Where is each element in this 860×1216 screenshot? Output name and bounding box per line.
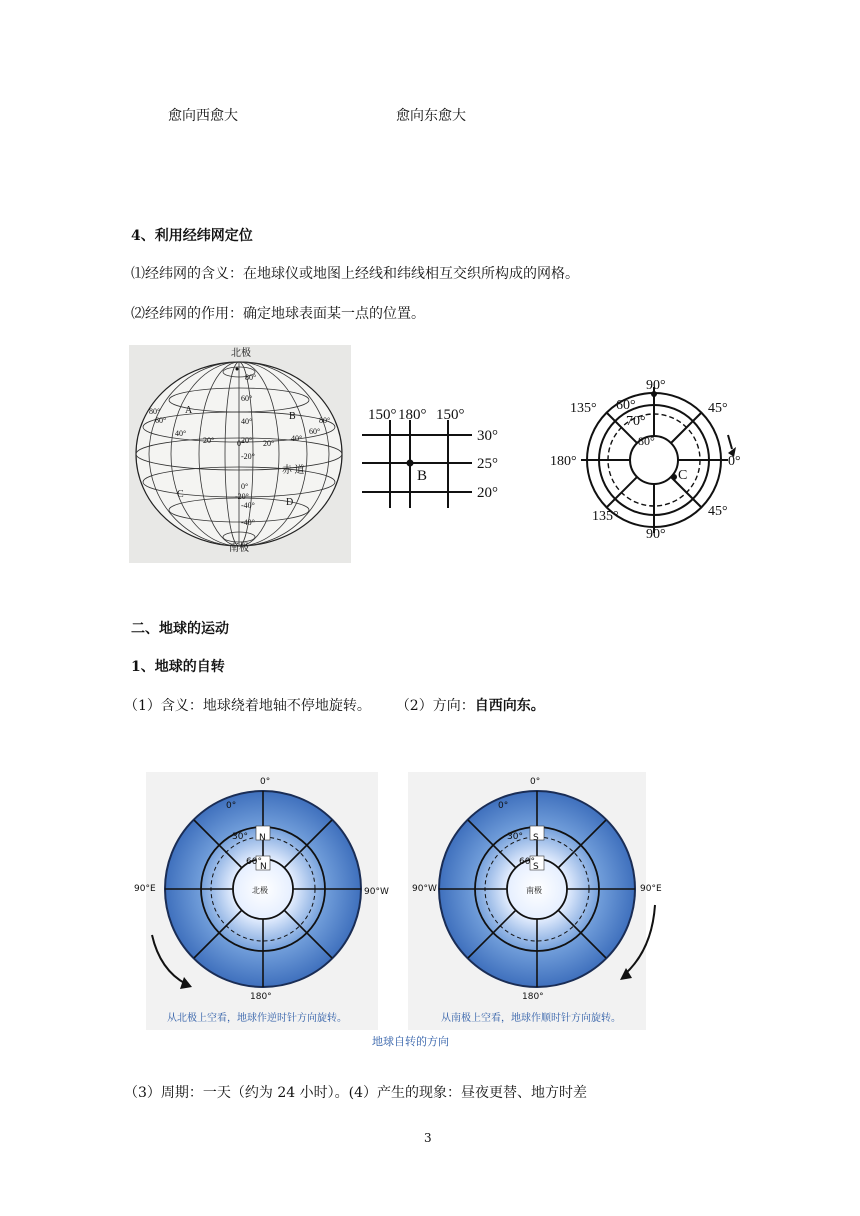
rotation-heading: 1、地球的自转 [131,659,225,675]
svg-text:0°: 0° [530,777,541,787]
svg-text:-20°: -20° [235,492,249,501]
polar-70: 70° [626,414,646,429]
section4-heading: 4、利用经纬网定位 [131,228,253,244]
svg-text:0°: 0° [237,439,245,448]
svg-text:90°W: 90°W [412,884,437,894]
svg-text:0°: 0° [498,801,509,811]
south-pole-s2: S [533,862,539,872]
svg-text:60°: 60° [519,857,535,867]
grid-top-150-right: 150° [436,407,465,423]
period-and-phenomena: （3）周期：一天（约为 24 小时）。(4）产生的现象：昼夜更替、地方时差 [124,1085,587,1101]
south-pole-label: 南极 [229,543,249,554]
svg-text:0°: 0° [260,777,271,787]
grid-right-20: 20° [477,485,498,501]
equator-label: 赤 道 [282,465,305,476]
earth-rotation-figure [134,770,670,1055]
svg-text:80°: 80° [319,416,331,425]
svg-text:180°: 180° [522,992,544,1002]
south-caption: 从南极上空看，地球作顺时针方向旋转。 [441,1013,621,1024]
north-pole-n2: N [260,862,267,872]
svg-text:0°: 0° [226,801,237,811]
svg-text:北极: 北极 [252,886,268,895]
north-pole-n1: N [259,833,266,843]
svg-text:0°: 0° [241,482,249,491]
east-larger-label: 愈向东愈大 [396,108,466,124]
south-pole-s1: S [533,833,539,843]
svg-text:40°: 40° [291,434,303,443]
polar-graticule-figure [548,375,748,545]
svg-text:-20°: -20° [241,452,255,461]
section-two-heading: 二、地球的运动 [131,621,229,637]
grid-function: ⑵经纬网的作用：确定地球表面某一点的位置。 [131,306,425,322]
rotation-direction-label: （2）方向： [395,698,475,714]
svg-text:60°: 60° [241,394,253,403]
rotation-meaning-line [124,695,545,715]
svg-text:80°: 80° [149,407,161,416]
svg-text:40°: 40° [175,429,187,438]
polar-0: 0° [728,454,741,469]
polar-135-top: 135° [570,401,597,416]
grid-right-30: 30° [477,428,498,444]
polar-45-bottom: 45° [708,504,728,519]
north-pole-label: 北极 [231,348,251,359]
polar-bottom-90: 90° [646,527,666,542]
svg-text:90°E: 90°E [640,884,662,894]
svg-text:90°W: 90°W [364,887,389,897]
polar-80: 80° [638,434,655,448]
page-number: 3 [424,1131,432,1145]
rotation-meaning: （1）含义：地球绕着地轴不停地旋转。 [124,698,371,714]
point-d: D [286,497,294,508]
svg-text:20°: 20° [263,439,275,448]
svg-text:90°E: 90°E [134,884,156,894]
polar-top-90: 90° [646,378,666,393]
svg-text:60°: 60° [309,427,321,436]
svg-text:20°: 20° [241,436,253,445]
grid-top-180: 180° [398,407,427,423]
point-a: A [185,405,193,416]
polar-point-c: C [678,468,688,483]
svg-text:30°: 30° [232,832,248,842]
polar-60: 60° [616,398,636,413]
rotation-direction-value: 自西向东。 [474,698,545,714]
grid-point-b: B [417,468,428,484]
point-b: B [289,411,296,422]
svg-text:80°: 80° [245,373,257,382]
graticule-globe-figure [129,345,351,563]
north-caption: 从北极上空看，地球作逆时针方向旋转。 [167,1013,347,1024]
svg-text:180°: 180° [250,992,272,1002]
svg-text:40°: 40° [241,417,253,426]
grid-definition: ⑴经纬网的含义：在地球仪或地图上经线和纬线相互交织所构成的网格。 [131,266,579,282]
point-c: C [177,489,184,500]
svg-text:20°: 20° [203,436,215,445]
polar-45-top: 45° [708,401,728,416]
svg-text:南极: 南极 [526,886,542,895]
polar-180: 180° [550,454,577,469]
svg-text:60°: 60° [155,416,167,425]
grid-right-25: 25° [477,456,498,472]
lat-long-grid-figure [362,400,502,510]
polar-135-bottom: 135° [592,509,619,524]
svg-text:-40°: -40° [241,518,255,527]
rotation-figure-title: 地球自转的方向 [372,1035,449,1048]
grid-top-150-left: 150° [368,407,397,423]
west-larger-label: 愈向西愈大 [168,108,238,124]
svg-text:60°: 60° [246,857,262,867]
svg-text:-40°: -40° [241,501,255,510]
svg-text:30°: 30° [507,832,523,842]
